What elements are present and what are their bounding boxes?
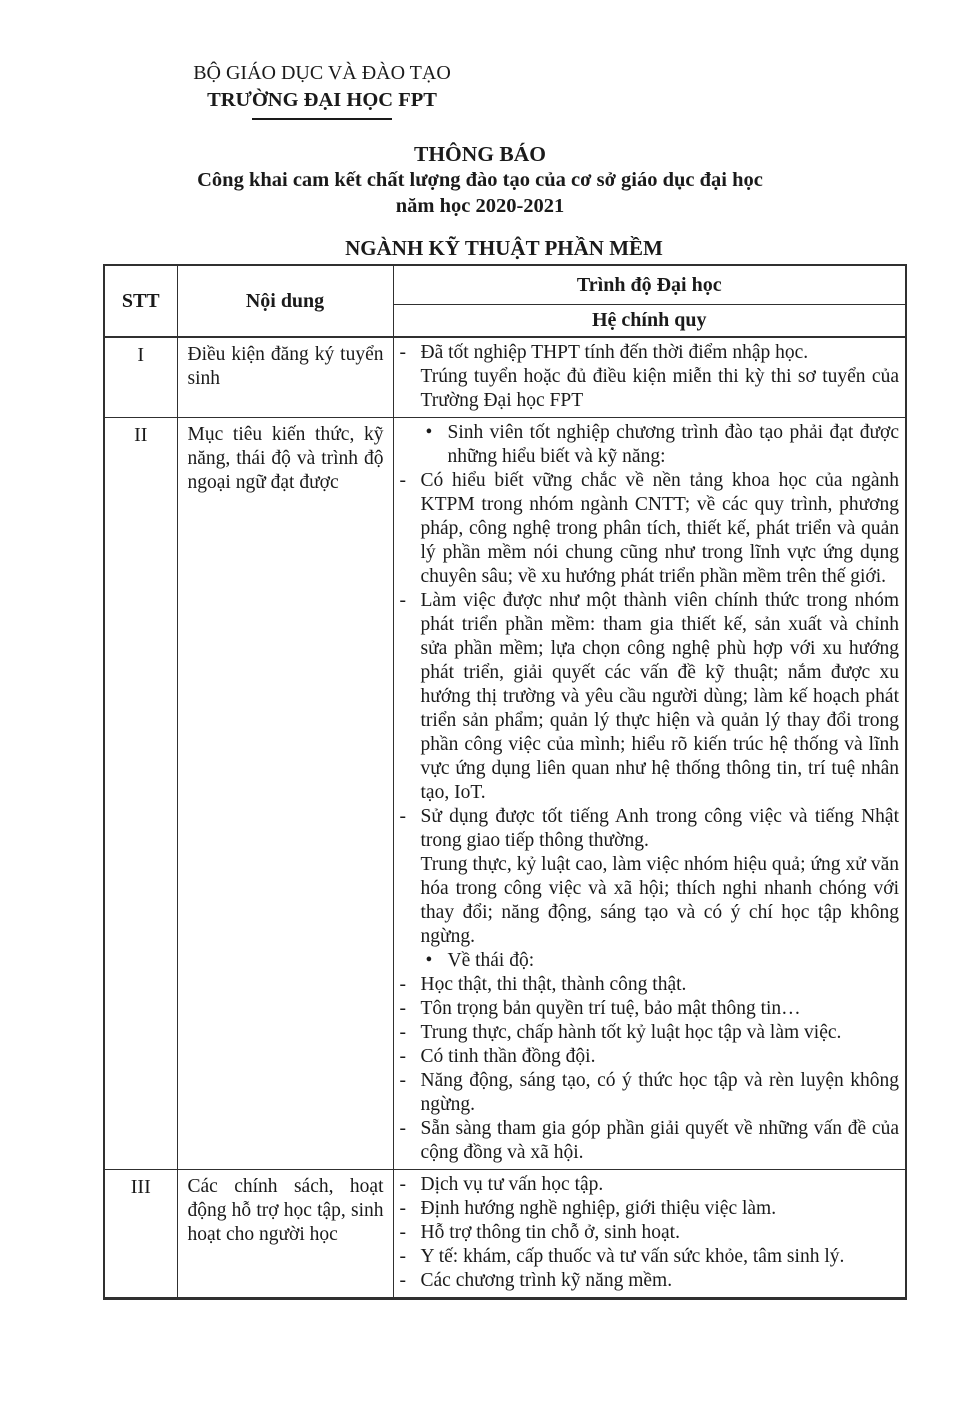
- row-number: III: [104, 1170, 177, 1299]
- header-separator-line: [252, 118, 392, 120]
- detail-item: [398, 1173, 900, 1197]
- detail-text: Học thật, thi thật, thành công thật.: [420, 974, 687, 995]
- row-details: [393, 1170, 906, 1299]
- dash-marker: -: [399, 998, 406, 1019]
- row-number: I: [104, 337, 177, 418]
- detail-text: Y tế: khám, cấp thuốc và tư vấn sức khỏe, tâm sinh lý.: [420, 1246, 845, 1267]
- table-header: [104, 265, 906, 337]
- detail-text: Trung thực, chấp hành tốt kỷ luật học tập và làm việc.: [420, 1022, 842, 1043]
- row-details: [393, 337, 906, 418]
- detail-item: [398, 973, 900, 997]
- dash-marker: -: [399, 342, 406, 363]
- ministry-name: BỘ GIÁO DỤC VÀ ĐÀO TẠO: [193, 62, 451, 84]
- detail-text: Làm việc được như một thành viên chính thức trong nhóm phát triển phần mềm: tham gia thiết kế, sản xuất và chỉnh sửa phần mềm; lựa chọn công nghệ phù hợp với xu hướng phát triển, giải quyết các vấn đề kỹ thuật; nắm được xu hướng thị trường và yêu cầu người dùng; làm kế hoạch phát triển sản phẩm; quản lý thực hiện và quản lý thay đổi trong phần công việc của mình; hiểu rõ kiến trúc hệ thống và lĩnh vực ứng dụng liên quan như hệ thống thông tin, trí tuệ nhân tạo, IoT.: [420, 590, 899, 803]
- dash-marker: -: [399, 1270, 406, 1291]
- row-topic: Mục tiêu kiến thức, kỹ năng, thái độ và trình độ ngoại ngữ đạt được: [177, 418, 393, 1170]
- detail-item: [398, 421, 900, 469]
- table-row: [104, 337, 906, 418]
- detail-item: [398, 997, 900, 1021]
- row-topic: Các chính sách, hoạt động hỗ trợ học tập, sinh hoạt cho người học: [177, 1170, 393, 1299]
- detail-text: Trung thực, kỷ luật cao, làm việc nhóm hiệu quả; ứng xử văn hóa trong công việc và xã hội; thích nghi nhanh chóng với thay đổi; năng động, sáng tạo và có ý chí học tập không ngừng.: [420, 854, 899, 947]
- detail-item: [398, 341, 900, 365]
- detail-item: [398, 805, 900, 853]
- table-row: [104, 418, 906, 1170]
- detail-text: Sẵn sàng tham gia góp phần giải quyết về những vấn đề của cộng đồng và xã hội.: [420, 1118, 899, 1163]
- detail-item: [398, 589, 900, 805]
- detail-text: Hỗ trợ thông tin chỗ ở, sinh hoạt.: [420, 1222, 680, 1243]
- bullet-marker: •: [425, 950, 433, 971]
- dash-marker: -: [399, 1070, 406, 1091]
- document-title: THÔNG BÁO: [413, 142, 546, 166]
- detail-item: [398, 1221, 900, 1245]
- dash-marker: -: [399, 1246, 406, 1267]
- dash-marker: -: [399, 806, 406, 827]
- dash-marker: -: [399, 1022, 406, 1043]
- dash-marker: -: [399, 1174, 406, 1195]
- detail-item: [398, 1245, 900, 1269]
- detail-text: Sinh viên tốt nghiệp chương trình đào tạo phải đạt được những hiểu biết và kỹ năng:: [447, 422, 899, 467]
- table-body: [104, 337, 906, 1299]
- header-stt: STT: [104, 265, 177, 337]
- university-name: TRƯỜNG ĐẠI HỌC FPT: [207, 89, 437, 111]
- header-trinh-do-dai-hoc: Trình độ Đại học: [393, 265, 906, 304]
- detail-text: Có hiểu biết vững chắc về nền tảng khoa học của ngành KTPM trong nhóm ngành CNTT; về các quy trình, phương pháp, công nghệ trong phân tích, thiết kế, phát triển và quản lý phần mềm nói chung cũng như trong lĩnh vực ứng dụng chuyên sâu; về xu hướng phát triển phần mềm trên thế giới.: [420, 470, 899, 587]
- title-block: [0, 141, 960, 219]
- detail-text: Năng động, sáng tạo, có ý thức học tập và rèn luyện không ngừng.: [420, 1070, 899, 1115]
- detail-item: [398, 853, 900, 949]
- bullet-marker: •: [425, 422, 433, 443]
- table-row: [104, 1170, 906, 1299]
- row-topic: Điều kiện đăng ký tuyển sinh: [177, 337, 393, 418]
- org-header: [186, 60, 458, 120]
- section-title: NGÀNH KỸ THUẬT PHẦN MỀM: [345, 236, 663, 260]
- row-number: II: [104, 418, 177, 1170]
- dash-marker: -: [399, 1198, 406, 1219]
- dash-marker: -: [399, 974, 406, 995]
- dash-marker: -: [399, 470, 406, 491]
- detail-item: [398, 1197, 900, 1221]
- row-details: [393, 418, 906, 1170]
- detail-item: [398, 1021, 900, 1045]
- detail-text: Dịch vụ tư vấn học tập.: [420, 1174, 604, 1195]
- detail-item: [398, 469, 900, 589]
- dash-marker: -: [399, 1046, 406, 1067]
- detail-text: Định hướng nghề nghiệp, giới thiệu việc làm.: [420, 1198, 777, 1219]
- dash-marker: -: [399, 590, 406, 611]
- detail-item: [398, 1117, 900, 1165]
- detail-item: [398, 365, 900, 413]
- detail-text: Có tinh thần đồng đội.: [420, 1046, 596, 1067]
- detail-item: [398, 949, 900, 973]
- detail-text: Tôn trọng bản quyền trí tuệ, bảo mật thông tin…: [420, 998, 801, 1019]
- detail-text: Đã tốt nghiệp THPT tính đến thời điểm nhập học.: [420, 342, 809, 363]
- detail-item: [398, 1269, 900, 1293]
- detail-item: [398, 1069, 900, 1117]
- detail-item: [398, 1045, 900, 1069]
- document-subtitle: Công khai cam kết chất lượng đào tạo của cơ sở giáo dục đại học: [197, 169, 763, 191]
- academic-year: năm học 2020-2021: [395, 195, 565, 217]
- detail-text: Trúng tuyển hoặc đủ điều kiện miễn thi kỳ thi sơ tuyển của Trường Đại học FPT: [420, 366, 899, 411]
- detail-text: Các chương trình kỹ năng mềm.: [420, 1270, 673, 1291]
- detail-text: Về thái độ:: [447, 950, 535, 971]
- detail-text: Sử dụng được tốt tiếng Anh trong công việc và tiếng Nhật trong giao tiếp thông thường.: [420, 806, 899, 851]
- dash-marker: -: [399, 1118, 406, 1139]
- commitment-table: [103, 264, 907, 1300]
- dash-marker: -: [399, 1222, 406, 1243]
- header-he-chinh-quy: Hệ chính quy: [393, 304, 906, 337]
- header-noi-dung: Nội dung: [177, 265, 393, 337]
